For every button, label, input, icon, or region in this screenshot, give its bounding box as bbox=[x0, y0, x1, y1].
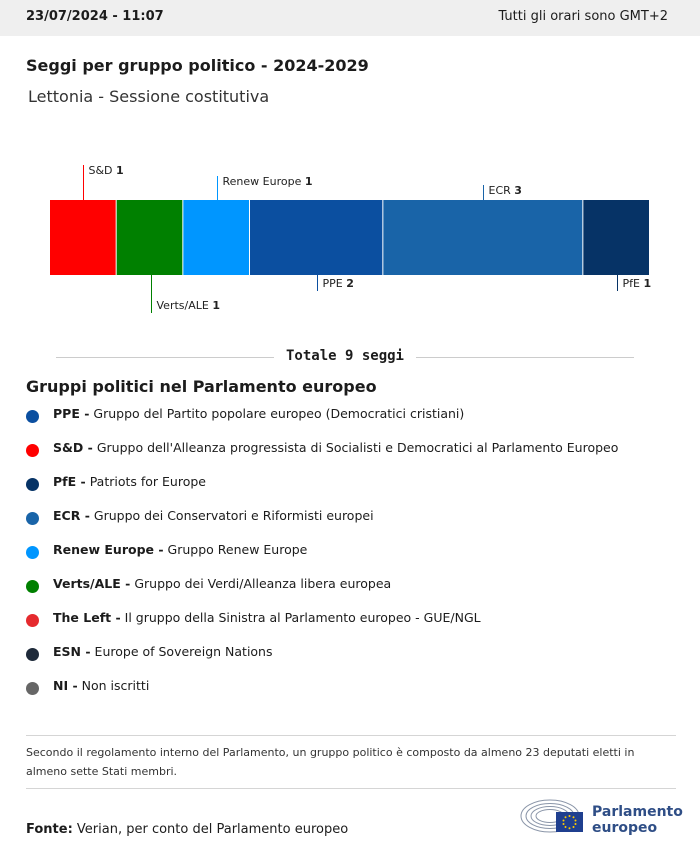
legend-desc: Gruppo dei Conservatori e Riformisti europei bbox=[93, 508, 374, 523]
legend-item-ni bbox=[26, 678, 686, 712]
legend-title: Gruppi politici nel Parlamento europeo bbox=[26, 377, 377, 396]
legend-item-ecr bbox=[26, 508, 686, 542]
legend-item-the-left bbox=[26, 610, 686, 644]
divider-top bbox=[26, 735, 676, 736]
source-label: Fonte: bbox=[26, 822, 73, 837]
top-bar bbox=[0, 0, 700, 36]
bar-label-ppe: PPE 2 bbox=[322, 277, 354, 290]
bar-renew-europe bbox=[183, 200, 249, 275]
bar-label-ecr: ECR 3 bbox=[488, 184, 522, 197]
european-parliament-logo bbox=[520, 798, 683, 838]
legend-abbr: NI - bbox=[53, 678, 78, 693]
bar-label-pfe: PfE 1 bbox=[622, 277, 652, 290]
total-label: Totale 9 seggi bbox=[274, 348, 416, 364]
legend-abbr: Renew Europe - bbox=[53, 542, 164, 557]
divider-bottom bbox=[26, 788, 676, 789]
legend-desc: Patriots for Europe bbox=[89, 474, 206, 489]
legend-desc: Gruppo del Partito popolare europeo (Democratici cristiani) bbox=[93, 406, 465, 421]
legend-item-renew-europe bbox=[26, 542, 686, 576]
legend-desc: Gruppo Renew Europe bbox=[167, 542, 308, 557]
seats-stacked-bar-chart bbox=[0, 150, 700, 330]
legend bbox=[26, 406, 686, 712]
legend-abbr: S&D - bbox=[53, 440, 93, 455]
legend-abbr: PPE - bbox=[53, 406, 90, 421]
legend-dot-icon bbox=[26, 444, 39, 457]
logo-line-1: Parlamento bbox=[592, 804, 683, 820]
legend-desc: Gruppo dell'Alleanza progressista di Socialisti e Democratici al Parlamento Europeo bbox=[96, 440, 619, 455]
legend-item-s-d bbox=[26, 440, 686, 474]
timestamp: 23/07/2024 - 11:07 bbox=[26, 9, 164, 24]
legend-dot-icon bbox=[26, 614, 39, 627]
legend-dot-icon bbox=[26, 682, 39, 695]
bar-s-d bbox=[50, 200, 116, 275]
bar-label-renew-europe: Renew Europe 1 bbox=[222, 175, 313, 188]
bar-verts-ale bbox=[117, 200, 183, 275]
bar-ecr bbox=[383, 200, 582, 275]
legend-desc: Europe of Sovereign Nations bbox=[94, 644, 273, 659]
parliament-emblem-icon bbox=[520, 798, 588, 838]
legend-desc: Gruppo dei Verdi/Alleanza libera europea bbox=[134, 576, 392, 591]
bar-label-verts-ale: Verts/ALE 1 bbox=[156, 299, 220, 312]
legend-item-ppe bbox=[26, 406, 686, 440]
legend-dot-icon bbox=[26, 410, 39, 423]
footnote: Secondo il regolamento interno del Parlamento, un gruppo politico è composto da almeno 23 deputati eletti in almeno sette Stati membri. bbox=[26, 746, 635, 778]
legend-dot-icon bbox=[26, 546, 39, 559]
legend-dot-icon bbox=[26, 478, 39, 491]
chart-title: Seggi per gruppo politico - 2024-2029 bbox=[26, 56, 369, 75]
bar-label-s-d: S&D 1 bbox=[88, 164, 124, 177]
source-text: Verian, per conto del Parlamento europeo bbox=[76, 822, 349, 837]
bar-ppe bbox=[250, 200, 382, 275]
chart-subtitle: Lettonia - Sessione costitutiva bbox=[28, 87, 270, 106]
total-seats bbox=[56, 347, 634, 367]
legend-item-esn bbox=[26, 644, 686, 678]
legend-abbr: ECR - bbox=[53, 508, 90, 523]
legend-abbr: ESN - bbox=[53, 644, 91, 659]
legend-abbr: Verts/ALE - bbox=[53, 576, 131, 591]
legend-dot-icon bbox=[26, 648, 39, 661]
legend-abbr: PfE - bbox=[53, 474, 86, 489]
legend-dot-icon bbox=[26, 512, 39, 525]
legend-desc: Non iscritti bbox=[81, 678, 150, 693]
source bbox=[26, 822, 348, 837]
legend-dot-icon bbox=[26, 580, 39, 593]
legend-desc: Il gruppo della Sinistra al Parlamento europeo - GUE/NGL bbox=[124, 610, 481, 625]
legend-item-verts-ale bbox=[26, 576, 686, 610]
bar-pfe bbox=[583, 200, 649, 275]
timezone-note: Tutti gli orari sono GMT+2 bbox=[498, 9, 668, 24]
legend-item-pfe bbox=[26, 474, 686, 508]
logo-line-2: europeo bbox=[592, 820, 658, 836]
legend-abbr: The Left - bbox=[53, 610, 121, 625]
